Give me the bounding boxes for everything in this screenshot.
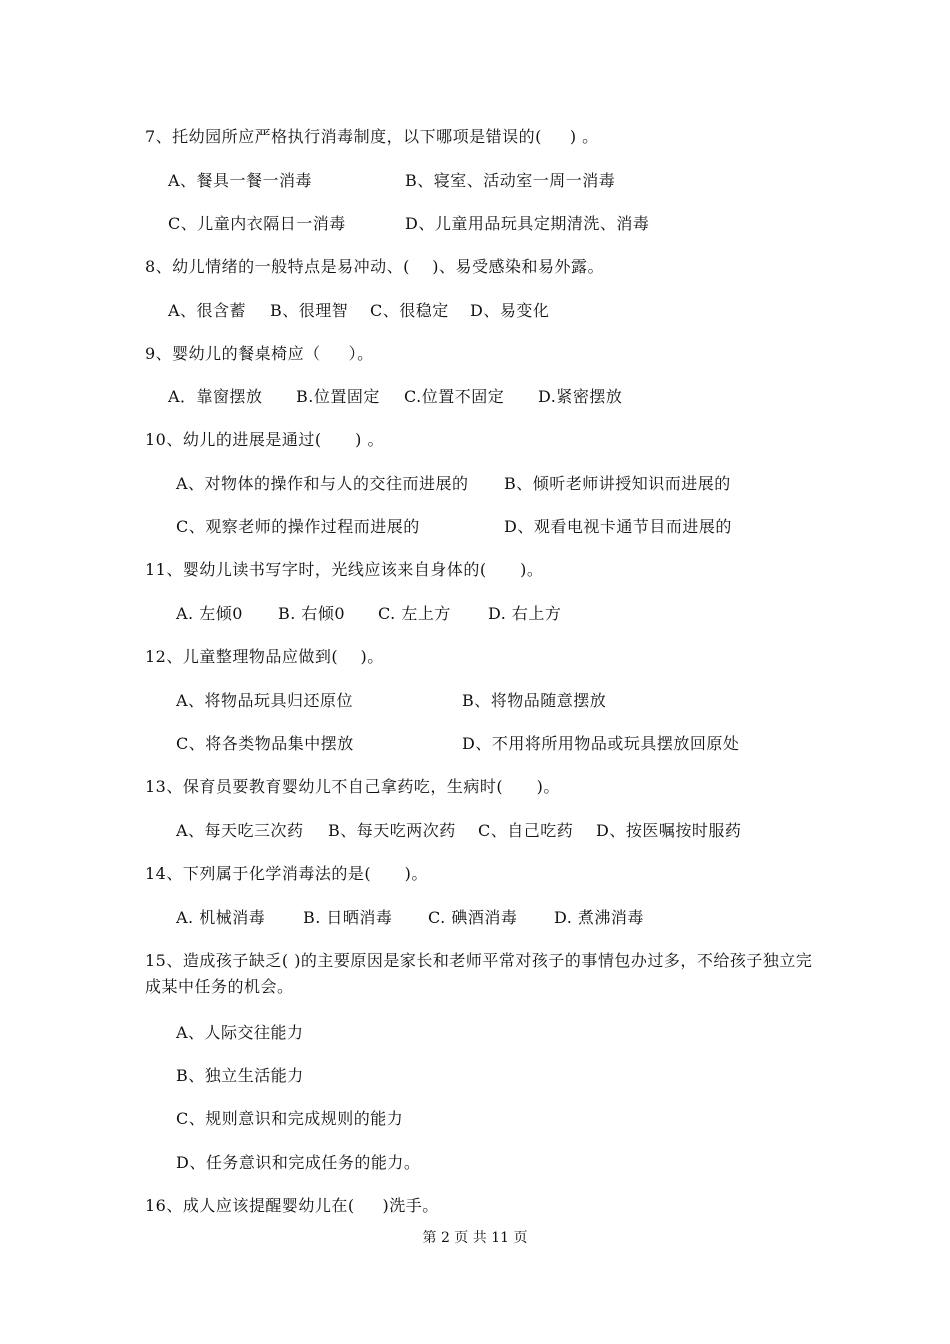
question-15-option-a: A、人际交往能力 [176, 1023, 304, 1042]
question-14-option-c: C. 碘酒消毒 [428, 908, 518, 927]
question-14-option-d: D. 煮沸消毒 [554, 908, 644, 927]
page-footer: 第 2 页 共 11 页 [422, 1230, 528, 1246]
question-12-option-d: D、不用将所用物品或玩具摆放回原处 [462, 734, 740, 753]
question-12-option-c: C、将各类物品集中摆放 [176, 734, 354, 753]
question-9: 9、婴幼儿的餐桌椅应（ ）。 [145, 344, 374, 363]
question-13: 13、保育员要教育婴幼儿不自己拿药吃，生病时( )。 [145, 777, 560, 796]
question-11-option-a: A. 左倾0 [176, 604, 243, 623]
question-7-option-b: B、寝室、活动室一周一消毒 [405, 171, 616, 190]
question-14-option-a: A. 机械消毒 [176, 908, 266, 927]
question-9-option-a: A．靠窗摆放 [168, 387, 263, 406]
question-8: 8、幼儿情绪的一般特点是易冲动、( )、易受感染和易外露。 [145, 257, 605, 276]
question-12-option-a: A、将物品玩具归还原位 [176, 691, 354, 710]
question-11-option-d: D. 右上方 [488, 604, 562, 623]
question-8-option-b: B、很理智 [270, 301, 349, 320]
question-8-option-c: C、很稳定 [370, 301, 449, 320]
question-7-option-d: D、儿童用品玩具定期清洗、消毒 [405, 214, 650, 233]
question-12-option-b: B、将物品随意摆放 [462, 691, 607, 710]
question-9-option-c: C.位置不固定 [404, 387, 505, 406]
question-10: 10、幼儿的进展是通过( ) 。 [145, 430, 384, 449]
question-8-option-d: D、易变化 [470, 301, 550, 320]
question-10-option-d: D、观看电视卡通节目而进展的 [504, 517, 732, 536]
question-14: 14、下列属于化学消毒法的是( )。 [145, 864, 428, 883]
question-8-option-a: A、很含蓄 [168, 301, 247, 320]
question-11: 11、婴幼儿读书写字时，光线应该来自身体的( )。 [145, 560, 544, 579]
question-12: 12、儿童整理物品应做到( )。 [145, 647, 384, 666]
question-14-option-b: B. 日晒消毒 [303, 908, 393, 927]
question-15-option-d: D、任务意识和完成任务的能力。 [176, 1153, 421, 1172]
question-13-option-d: D、按医嘱按时服药 [596, 821, 742, 840]
question-15-option-b: B、独立生活能力 [176, 1066, 304, 1085]
question-13-option-a: A、每天吃三次药 [176, 821, 304, 840]
question-13-option-c: C、自己吃药 [478, 821, 574, 840]
question-9-option-d: D.紧密摆放 [538, 387, 623, 406]
question-10-option-a: A、对物体的操作和与人的交往而进展的 [176, 474, 469, 493]
question-16: 16、成人应该提醒婴幼儿在( )洗手。 [145, 1196, 439, 1215]
question-7-option-c: C、儿童内衣隔日一消毒 [168, 214, 346, 233]
question-11-option-c: C. 左上方 [378, 604, 451, 623]
question-9-option-b: B.位置固定 [296, 387, 380, 406]
question-15-option-c: C、规则意识和完成规则的能力 [176, 1109, 404, 1128]
question-7: 7、托幼园所应严格执行消毒制度，以下哪项是错误的( ) 。 [145, 127, 599, 146]
question-7-option-a: A、餐具一餐一消毒 [168, 171, 313, 190]
question-10-option-c: C、观察老师的操作过程而进展的 [176, 517, 420, 536]
question-13-option-b: B、每天吃两次药 [328, 821, 456, 840]
question-10-option-b: B、倾听老师讲授知识而进展的 [504, 474, 731, 493]
question-15: 15、造成孩子缺乏( )的主要原因是家长和老师平常对孩子的事情包办过多，不给孩子独立完成某中任务的机会。 [145, 951, 813, 996]
question-11-option-b: B. 右倾0 [278, 604, 346, 623]
